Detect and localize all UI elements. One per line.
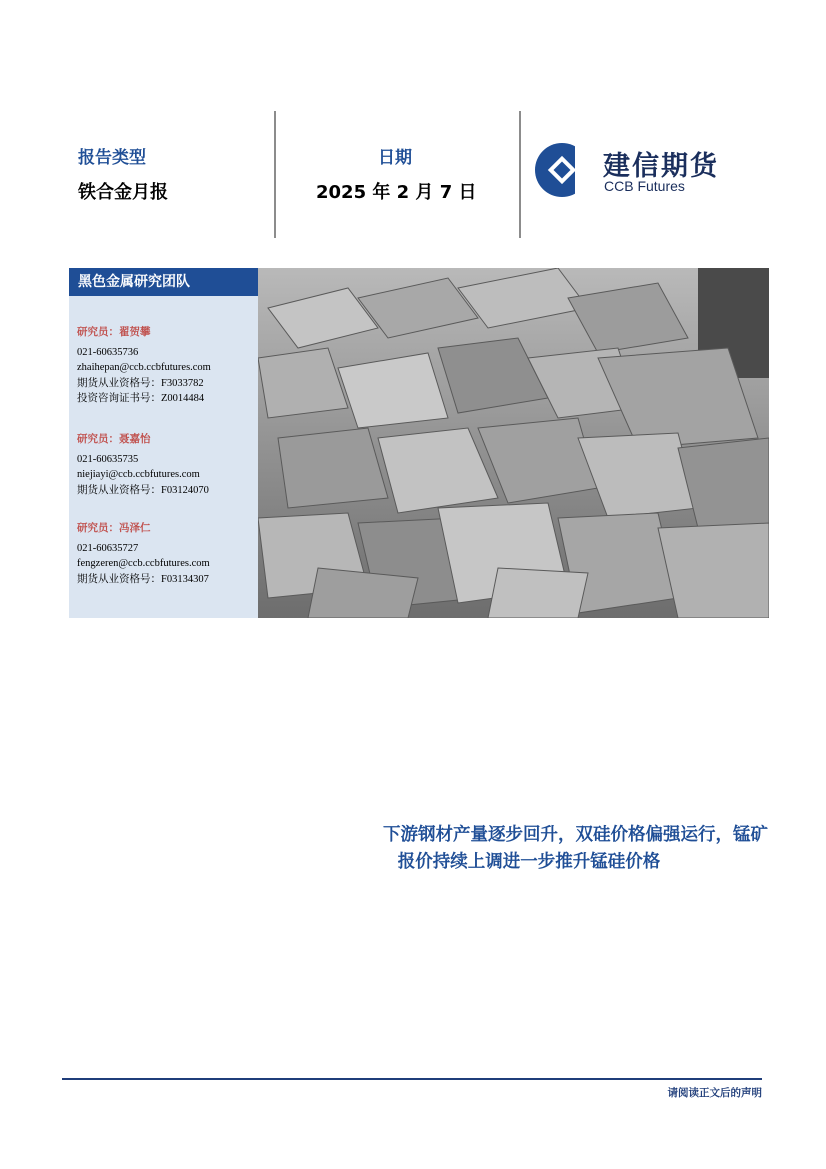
researcher-phone: 021-60635727 xyxy=(77,542,139,554)
researcher-phone: 021-60635736 xyxy=(77,346,139,358)
researcher-name: 研究员：冯泽仁 xyxy=(77,522,151,534)
researcher-2 xyxy=(77,432,209,498)
researcher-license: 期货从业资格号：F03124070 xyxy=(77,484,209,496)
researcher-license: 投资咨询证书号：Z0014484 xyxy=(77,393,205,404)
researcher-name: 研究员：聂嘉怡 xyxy=(77,433,151,445)
cover-photo-ferroalloy xyxy=(258,268,769,618)
headline-line-1: 下游钢材产量逐步回升，双硅价格偏强运行，锰矿 xyxy=(383,825,768,845)
date-value: 2025 年 2 月 7 日 xyxy=(316,182,477,203)
researcher-1 xyxy=(77,325,211,407)
footer-divider xyxy=(62,1078,762,1080)
team-title: 黑色金属研究团队 xyxy=(69,268,258,296)
researcher-email: niejiayi@ccb.ccbfutures.com xyxy=(77,469,200,480)
researcher-3 xyxy=(77,521,210,587)
header-divider-right xyxy=(519,111,521,238)
researcher-name: 研究员：翟贺攀 xyxy=(77,326,151,338)
footer-disclaimer: 请阅读正文后的声明 xyxy=(667,1087,762,1099)
researcher-phone: 021-60635735 xyxy=(77,453,139,465)
headline-line-2: 报价持续上调进一步推升锰硅价格 xyxy=(397,852,661,872)
researcher-license: 期货从业资格号：F3033782 xyxy=(77,377,204,389)
ferroalloy-rocks-image xyxy=(258,268,769,618)
logo-english-name: CCB Futures xyxy=(604,178,685,194)
report-headline xyxy=(230,822,768,876)
ccb-logo xyxy=(533,142,773,202)
header-divider-left xyxy=(274,111,276,238)
researcher-email: fengzeren@ccb.ccbfutures.com xyxy=(77,558,210,569)
logo-chinese-name: 建信期货 xyxy=(603,151,719,182)
report-type-value: 铁合金月报 xyxy=(78,182,168,203)
researcher-email: zhaihepan@ccb.ccbfutures.com xyxy=(77,362,211,373)
report-type-label: 报告类型 xyxy=(78,148,146,168)
ccb-logo-mark-icon xyxy=(533,142,591,198)
date-label: 日期 xyxy=(378,148,412,168)
researcher-license: 期货从业资格号：F03134307 xyxy=(77,573,209,585)
